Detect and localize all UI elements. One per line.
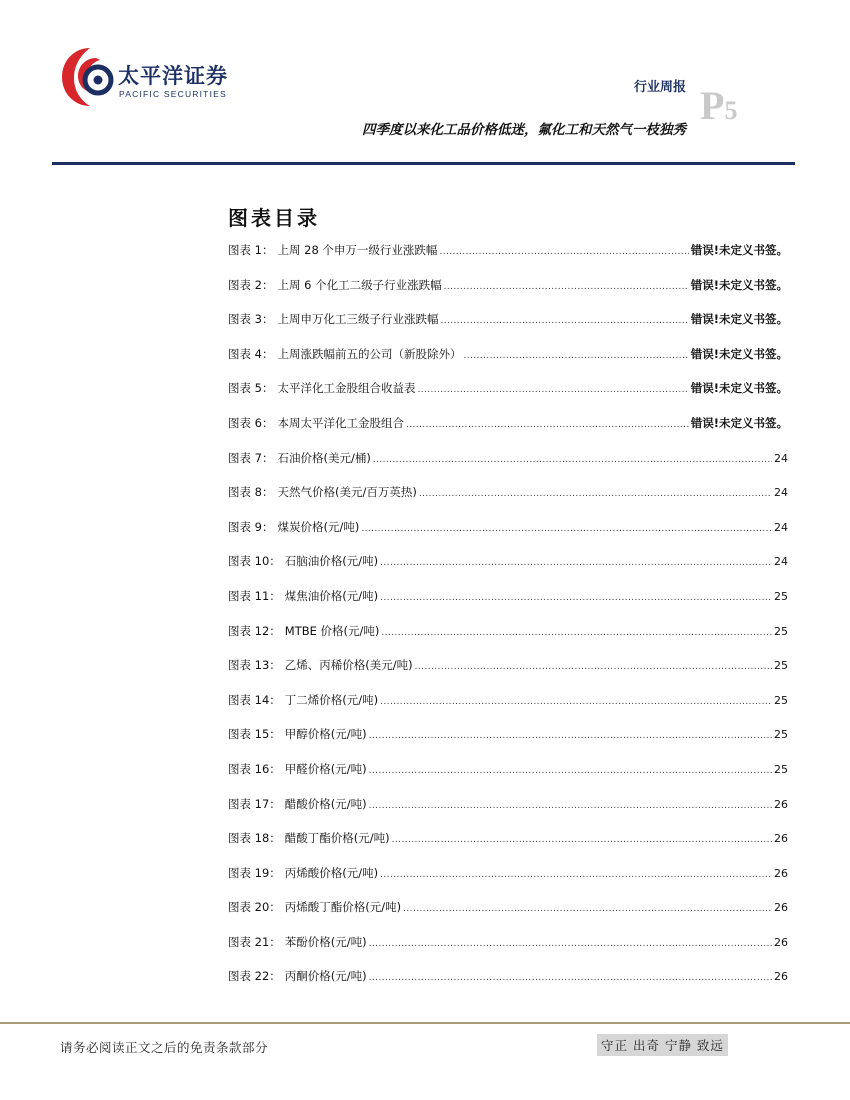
toc-entry-page: 26: [774, 797, 788, 811]
toc-entry[interactable]: [228, 761, 788, 796]
toc-entry-label: 图表 8：: [228, 485, 274, 500]
toc-entry-label: 图表 9：: [228, 519, 274, 534]
toc-entry[interactable]: [228, 380, 788, 415]
toc-entry-page: 24: [774, 520, 788, 534]
toc-entry[interactable]: [228, 519, 788, 554]
toc-entry[interactable]: [228, 450, 788, 485]
toc-entry-page: 错误!未定义书签。: [690, 243, 788, 257]
toc-entry-name: 甲醛价格(元/吨): [284, 761, 367, 776]
toc-leader-dots: [417, 385, 688, 395]
report-subtitle: 四季度以来化工品价格低迷，氟化工和天然气一枝独秀: [362, 122, 686, 138]
toc-entry-page: 26: [774, 935, 788, 949]
toc-entry-page: 错误!未定义书签。: [690, 312, 788, 327]
toc-entry-label: 图表 19：: [228, 865, 281, 880]
toc-entry-label: 图表 4：: [228, 346, 274, 361]
toc-entry-label: 图表 22：: [228, 969, 281, 984]
company-logo: [60, 44, 235, 116]
toc-leader-dots: [380, 697, 772, 707]
toc-leader-dots: [369, 731, 772, 741]
toc-entry-page: 25: [774, 693, 788, 707]
toc-leader-dots: [361, 524, 772, 534]
toc-entry[interactable]: [228, 277, 788, 312]
footer-divider: [0, 1022, 850, 1024]
toc-entry-page: 错误!未定义书签。: [690, 381, 788, 396]
toc-entry-name: MTBE 价格(元/吨): [284, 623, 380, 638]
toc-entry-name: 煤炭价格(元/吨): [277, 519, 360, 534]
toc-entry[interactable]: [228, 623, 788, 658]
toc-leader-dots: [369, 766, 772, 776]
toc-entry[interactable]: [228, 830, 788, 865]
toc-leader-dots: [419, 489, 772, 499]
toc-entry-page: 25: [774, 728, 788, 742]
toc-leader-dots: [380, 870, 772, 880]
toc-leader-dots: [369, 973, 772, 983]
toc-leader-dots: [440, 316, 688, 326]
logo-english-name: PACIFIC SECURITIES: [119, 89, 227, 99]
toc-entry-label: 图表 15：: [228, 727, 281, 742]
toc-entry[interactable]: [228, 865, 788, 900]
toc-entry-label: 图表 10：: [228, 554, 281, 569]
toc-entry[interactable]: [228, 899, 788, 934]
toc-entry[interactable]: [228, 796, 788, 831]
toc-entry-page: 26: [774, 866, 788, 880]
toc-entry-name: 苯酚价格(元/吨): [284, 934, 367, 949]
toc-entry[interactable]: [228, 726, 788, 761]
footer-motto: 守正 出奇 宁静 致远: [597, 1034, 728, 1056]
toc-entry-page: 24: [774, 486, 788, 500]
toc-leader-dots: [444, 282, 689, 292]
toc-leader-dots: [392, 835, 772, 845]
toc-entry-label: 图表 17：: [228, 796, 281, 811]
toc-entry[interactable]: [228, 484, 788, 519]
toc-entry-name: 石脑油价格(元/吨): [284, 554, 379, 569]
toc-entry[interactable]: [228, 692, 788, 727]
toc-leader-dots: [463, 351, 688, 361]
toc-entry-label: 图表 2：: [228, 277, 274, 292]
logo-chinese-name: 太平洋证券: [118, 64, 228, 88]
toc-entry-label: 图表 16：: [228, 761, 281, 776]
toc-leader-dots: [369, 939, 772, 949]
toc-leader-dots: [439, 247, 688, 257]
report-type: 行业周报: [633, 80, 686, 95]
toc-entry-name: 太平洋化工金股组合收益表: [277, 381, 416, 396]
toc-entry[interactable]: [228, 242, 788, 277]
toc-entry-name: 丁二烯价格(元/吨): [284, 692, 379, 707]
header-divider: [52, 162, 795, 165]
toc-leader-dots: [403, 904, 772, 914]
toc-entry-name: 煤焦油价格(元/吨): [284, 588, 379, 603]
page-number-mark: [700, 82, 737, 129]
toc-entry[interactable]: [228, 934, 788, 969]
toc-entry-name: 石油价格(美元/桶): [277, 450, 371, 465]
toc-entry-name: 丙烯酸价格(元/吨): [284, 865, 379, 880]
toc-leader-dots: [381, 628, 772, 638]
toc-entry-name: 上周 6 个化工二级子行业涨跌幅: [277, 277, 442, 292]
toc-entry-label: 图表 5：: [228, 381, 274, 396]
toc-entry-page: 26: [774, 832, 788, 846]
toc-leader-dots: [415, 662, 772, 672]
toc-title: 图表目录: [228, 206, 320, 230]
toc-entry[interactable]: [228, 657, 788, 692]
footer-disclaimer: 请务必阅读正文之后的免责条款部分: [60, 1040, 269, 1055]
toc-entry-name: 上周涨跌幅前五的公司（新股除外）: [277, 346, 462, 361]
table-of-figures: [228, 242, 788, 1003]
toc-entry-name: 天然气价格(美元/百万英热): [277, 485, 417, 500]
toc-entry-page: 错误!未定义书签。: [690, 346, 788, 361]
toc-entry-name: 乙烯、丙稀价格(美元/吨): [284, 658, 413, 673]
toc-entry-name: 醋酸价格(元/吨): [284, 796, 367, 811]
toc-entry-name: 甲醇价格(元/吨): [284, 727, 367, 742]
toc-leader-dots: [369, 801, 772, 811]
toc-entry[interactable]: [228, 311, 788, 346]
toc-entry-page: 26: [774, 970, 788, 984]
toc-entry-page: 25: [774, 624, 788, 638]
toc-entry-name: 丙酮价格(元/吨): [284, 969, 367, 984]
toc-entry-label: 图表 7：: [228, 450, 274, 465]
toc-entry-name: 上周 28 个申万一级行业涨跌幅: [277, 243, 438, 257]
toc-entry-page: 25: [774, 762, 788, 776]
toc-entry-label: 图表 11：: [228, 588, 281, 603]
toc-entry[interactable]: [228, 346, 788, 381]
toc-entry-label: 图表 12：: [228, 623, 281, 638]
toc-entry-page: 错误!未定义书签。: [690, 277, 788, 292]
toc-entry-label: 图表 1：: [228, 243, 274, 257]
toc-entry-page: 错误!未定义书签。: [690, 415, 788, 430]
toc-entry-page: 24: [774, 555, 788, 569]
toc-entry-name: 丙烯酸丁酯价格(元/吨): [284, 900, 402, 915]
page-letter: P: [700, 83, 725, 128]
pacific-logo-icon: [60, 44, 116, 108]
toc-entry[interactable]: [228, 588, 788, 623]
toc-entry-label: 图表 13：: [228, 658, 281, 673]
toc-entry-name: 本周太平洋化工金股组合: [277, 415, 404, 430]
toc-entry-page: 26: [774, 901, 788, 915]
toc-entry-label: 图表 21：: [228, 934, 281, 949]
toc-entry-page: 25: [774, 659, 788, 673]
toc-entry-page: 24: [774, 451, 788, 465]
toc-leader-dots: [380, 558, 772, 568]
toc-entry[interactable]: [228, 968, 788, 1003]
toc-entry-page: 25: [774, 589, 788, 603]
toc-entry-label: 图表 18：: [228, 831, 281, 846]
toc-entry-label: 图表 14：: [228, 692, 281, 707]
toc-leader-dots: [406, 420, 689, 430]
toc-entry[interactable]: [228, 553, 788, 588]
toc-entry-label: 图表 3：: [228, 312, 274, 327]
page-number: 5: [724, 96, 738, 125]
toc-entry-label: 图表 6：: [228, 415, 274, 430]
toc-entry-label: 图表 20：: [228, 900, 281, 915]
toc-entry[interactable]: [228, 415, 788, 450]
toc-leader-dots: [373, 455, 772, 465]
toc-entry-name: 醋酸丁酯价格(元/吨): [284, 831, 390, 846]
toc-leader-dots: [380, 593, 772, 603]
toc-entry-name: 上周申万化工三级子行业涨跌幅: [277, 312, 439, 327]
